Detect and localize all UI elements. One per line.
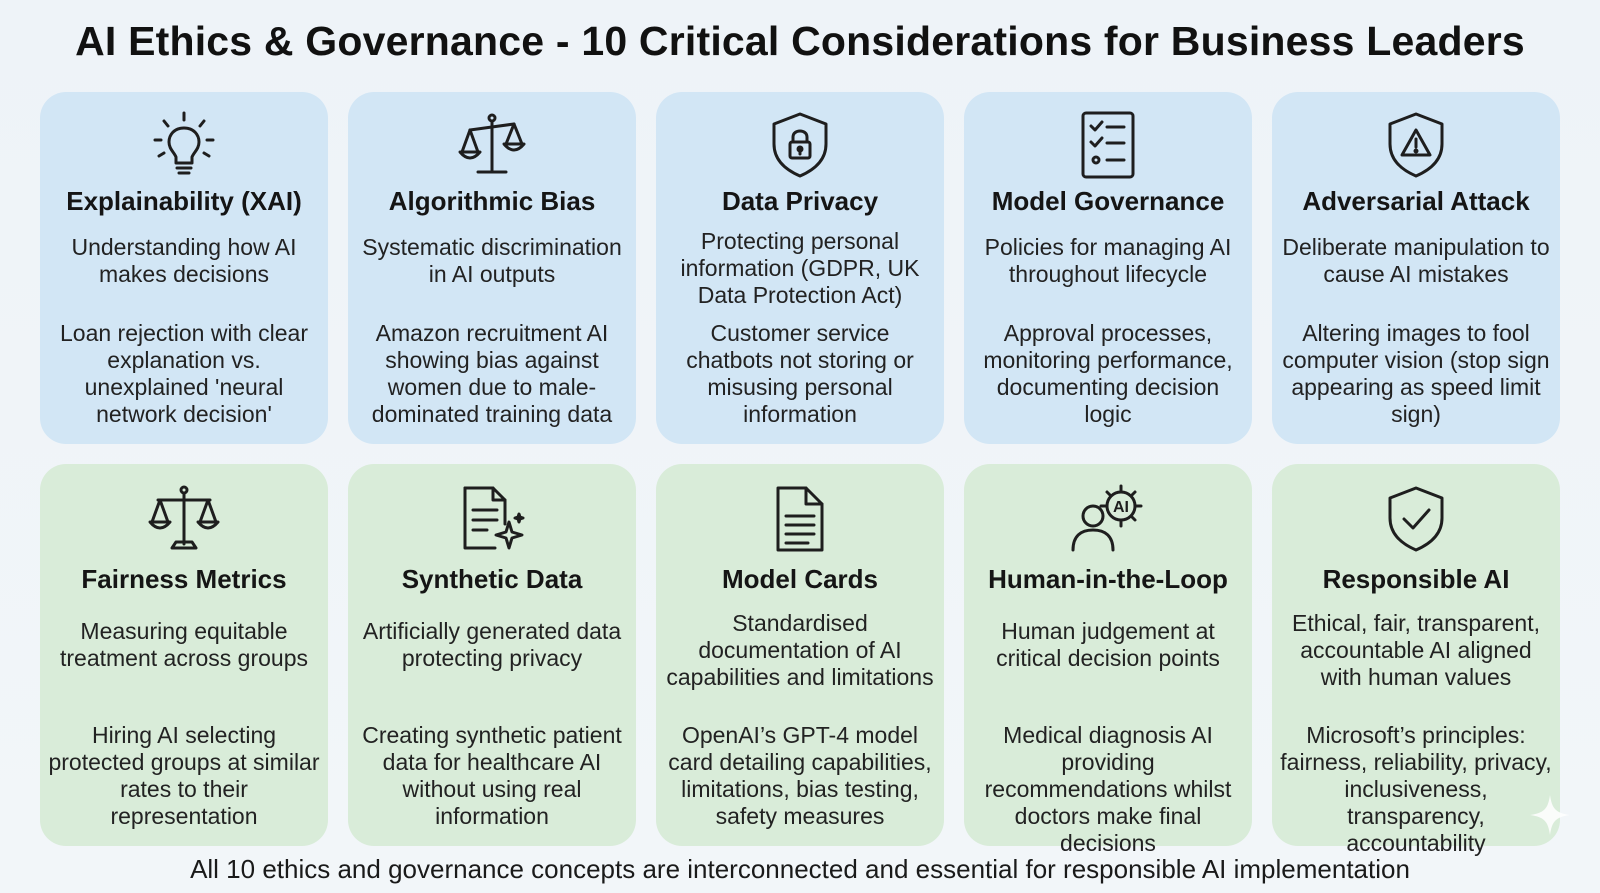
card-description: Ethical, fair, transparent, accountable AI aligned with human values (1291, 610, 1540, 690)
card-example: Microsoft’s principles: fairness, reliability, privacy, inclusiveness, transparency, accountability (1280, 722, 1552, 856)
card-data-privacy (656, 92, 944, 444)
person-ai-gear-icon (964, 484, 1252, 554)
card-example: Loan rejection with clear explanation vs. unexplained 'neural network decision' (59, 320, 309, 427)
card-description: Artificially generated data protecting privacy (362, 618, 622, 671)
card-algorithmic-bias (348, 92, 636, 444)
card-example: OpenAI’s GPT-4 model card detailing capabilities, limitations, bias testing, safety measures (668, 722, 932, 829)
document-sparkle-icon (348, 484, 636, 554)
shield-lock-icon (656, 110, 944, 180)
card-title: Explainability (XAI) (66, 186, 302, 216)
card-title: Synthetic Data (401, 564, 583, 594)
card-model-cards (656, 464, 944, 846)
card-title: Algorithmic Bias (388, 186, 596, 216)
top-row (40, 92, 1560, 444)
lightbulb-icon (40, 110, 328, 180)
card-title: Adversarial Attack (1302, 186, 1530, 216)
card-title: Data Privacy (721, 186, 879, 216)
card-description: Deliberate manipulation to cause AI mistakes (1282, 234, 1550, 287)
ai-gear-label: AI (1113, 499, 1129, 516)
card-responsible-ai (1272, 464, 1560, 856)
card-model-governance (964, 92, 1252, 444)
card-title: Model Cards (721, 564, 879, 594)
card-description: Measuring equitable treatment across groups (59, 618, 308, 671)
bottom-row (40, 464, 1560, 856)
card-title: Fairness Metrics (81, 564, 287, 594)
card-example: Customer service chatbots not storing or misusing personal information (686, 320, 914, 427)
card-example: Altering images to fool computer vision (stop sign appearing as speed limit sign) (1282, 320, 1550, 427)
footer-text: All 10 ethics and governance concepts are interconnected and essential for responsible AI implementation (190, 854, 1410, 884)
card-description: Systematic discrimination in AI outputs (362, 234, 622, 287)
card-fairness-metrics (40, 464, 328, 846)
card-description: Standardised documentation of AI capabilities and limitations (666, 610, 934, 690)
card-synthetic-data (348, 464, 636, 846)
card-example: Hiring AI selecting protected groups at similar rates to their representation (48, 722, 320, 829)
card-title: Model Governance (991, 186, 1225, 216)
document-icon (656, 484, 944, 554)
shield-check-icon (1272, 484, 1560, 554)
scales-icon (348, 110, 636, 180)
card-description: Policies for managing AI throughout lifecycle (984, 234, 1232, 287)
card-explainability (40, 92, 328, 444)
card-title: Responsible AI (1322, 564, 1510, 594)
concept-grid (40, 92, 1560, 856)
card-example: Medical diagnosis AI providing recommendations whilst doctors make final decisions (984, 722, 1232, 856)
card-description: Protecting personal information (GDPR, UK Data Protection Act) (680, 228, 920, 308)
card-example: Approval processes, monitoring performance, documenting decision logic (983, 320, 1233, 427)
balance-scale-icon (40, 484, 328, 554)
card-example: Creating synthetic patient data for healthcare AI without using real information (362, 722, 622, 829)
card-description: Human judgement at critical decision points (996, 618, 1220, 671)
shield-warning-icon (1272, 110, 1560, 180)
sparkle-icon (1528, 793, 1572, 837)
card-adversarial-attack (1272, 92, 1560, 444)
page-title: AI Ethics & Governance - 10 Critical Considerations for Business Leaders (75, 18, 1525, 64)
card-example: Amazon recruitment AI showing bias against women due to male-dominated training data (371, 320, 613, 427)
card-title: Human-in-the-Loop (988, 564, 1228, 594)
checklist-icon (964, 110, 1252, 180)
card-description: Understanding how AI makes decisions (71, 234, 297, 287)
card-human-in-the-loop (964, 464, 1252, 856)
